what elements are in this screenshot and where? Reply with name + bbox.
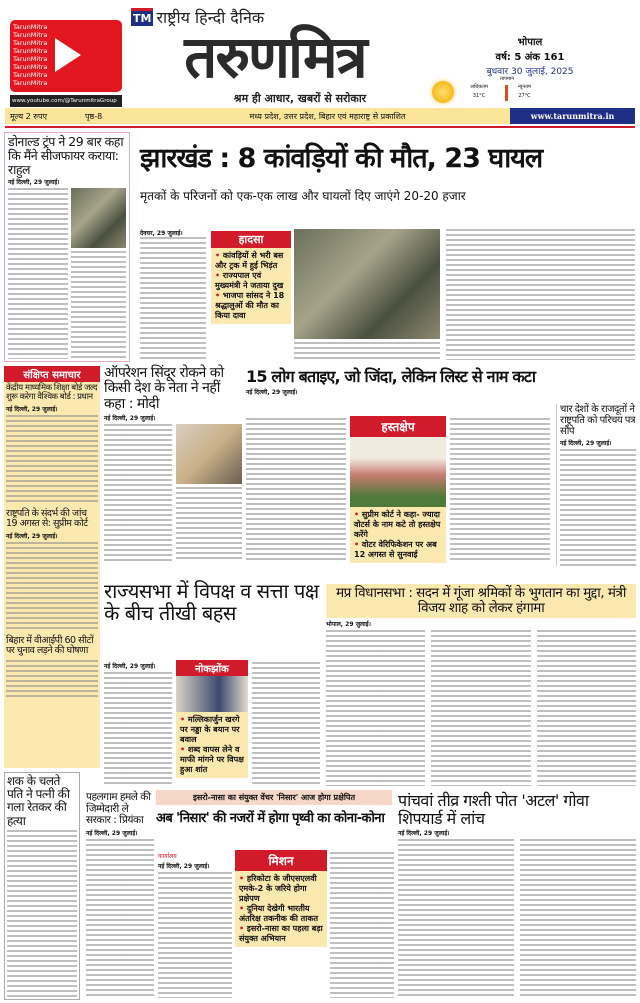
weather-widget: तापमान अधिकतम 31°C न्यूनतम 27°C xyxy=(430,76,630,106)
article-body-text xyxy=(446,229,635,360)
slogan: श्रम ही आधार, खबरों से सरोकार xyxy=(233,92,367,105)
nisar-left-column: कार्यालय नई दिल्ली, 29 जुलाई। xyxy=(158,852,232,998)
lead-factbox: हादसा • कांवड़ियों से भरी बस और ट्रक में हुई भिड़ंत • राज्यपाल एवं मुख्यमंत्री ने जताया दुख • भाजपा सांसद ने 18 श्रद्धालुओं की मौत का किया दावा xyxy=(211,231,291,324)
atal-headline: पांचवां तीव्र गश्ती पोत 'अटल' गोवा शिपयार्ड में लांच xyxy=(398,791,589,828)
article-body-text xyxy=(176,487,242,562)
article-body-text xyxy=(294,342,440,360)
brief-news: संक्षिप्त समाचार केंद्रीय माध्यमिक शिक्षा बोर्ड जल्द शुरू करेगा वैश्विक बोर्ड : प्रधान नई दिल्ली, 29 जुलाई। राष्ट्रपति के संदर्भ की जांच 19 अगस्त से: सुप्रीम कोर्ट नई दिल्ली, 29 जुलाई। बिहार में वीआईपी 60 सीटों पर चुनाव लड़ने की घोषणा xyxy=(4,366,100,768)
modi-photo xyxy=(176,424,242,484)
pahalgam-headline: पहलगाम हमले की जिम्मेदारी ले सरकार : प्रियंका xyxy=(86,791,151,827)
story-pahalgam: पहलगाम हमले की जिम्मेदारी ले सरकार : प्रियंका नई दिल्ली, 29 जुलाई। xyxy=(86,792,154,998)
article-body-text xyxy=(104,424,172,562)
lead-subhead: मृतकों के परिजनों को एक-एक लाख और घायलों दिए जाएंगे 20-20 हजार xyxy=(140,189,466,203)
logo-mark: TM xyxy=(131,8,153,26)
nisar-headline: अब 'निसार' की नजरों में होगा पृथ्वी का कोना-कोना xyxy=(156,811,385,826)
article-body-text xyxy=(6,660,98,700)
article-body-text xyxy=(537,630,636,786)
rajyasabha-headline: राज्यसभा में विपक्ष व सत्ता पक्ष के बीच तीखी बहस xyxy=(104,579,319,626)
masthead-tagline: TM राष्ट्रीय हिन्दी दैनिक xyxy=(133,8,265,27)
voters-headline: 15 लोग बताइए, जो जिंदा, लेकिन लिस्ट से नाम कटा xyxy=(246,367,536,386)
article-body-text xyxy=(398,839,514,998)
youtube-tile[interactable]: TarunMitra TarunMitra TarunMitra TarunMitra TarunMitra TarunMitra TarunMitra TarunMitra xyxy=(10,20,122,92)
divider xyxy=(5,126,635,128)
story-atal: पांचवां तीव्र गश्ती पोत 'अटल' गोवा शिपयार्ड में लांच नई दिल्ली, 29 जुलाई। xyxy=(398,792,636,998)
mp-headline: मप्र विधानसभा : सदन में गूंजा श्रमिकों के भुगतान का मुद्दा, मंत्री विजय शाह को लेकर हंगामा xyxy=(326,584,636,618)
article-body-text xyxy=(326,630,425,786)
story-envoys: चार देशों के राजदूतों ने राष्ट्रपति को परिचय पत्र सौंपे नई दिल्ली, 29 जुलाई। xyxy=(556,404,636,566)
article-body-text xyxy=(450,418,550,563)
article-body-text xyxy=(104,672,172,786)
youtube-promo[interactable] xyxy=(10,20,122,108)
nisar-strap: इसरो-नासा का संयुक्त वेंचर 'निसार' आज होगा प्रक्षेपित xyxy=(156,790,392,805)
rajyasabha-left-column: नई दिल्ली, 29 जुलाई। xyxy=(104,662,172,786)
rajyasabha-factbox: नोकझोंक • मल्लिकार्जुन खरगे पर नड्डा के बयान पर बवाल • शब्द वापस लेने व माफी मांगने पर विपक्ष हुआ शांत xyxy=(176,660,248,778)
edition-info: भोपाल वर्ष: 5 अंक 161 बुधवार 30 जुलाई, 2025 xyxy=(486,37,574,77)
nisar-factbox: मिशन • हरिकोटा के जीएसएलवी एमके-2 के जरिये होगा प्रक्षेपण • दुनिया देखेगी भारतीय अंतरिक्ष तकनीक की ताकत • इसरो-नासा का पहला बड़ा संयुक्त अभियान xyxy=(235,850,327,947)
story-mp: मप्र विधानसभा : सदन में गूंजा श्रमिकों के भुगतान का मुद्दा, मंत्री विजय शाह को लेकर हंगामा भोपाल, 29 जुलाई। xyxy=(326,584,636,786)
article-body-text xyxy=(520,839,636,998)
story-husband: शक के चलते पति ने पत्नी की गला रेतकर की हत्या xyxy=(4,772,80,1000)
article-body-text xyxy=(140,237,206,360)
story-trump: डोनाल्ड ट्रंप ने 29 बार कहा कि मैंने सीजफायर कराया: राहुल नई दिल्ली, 29 जुलाई। xyxy=(4,132,130,362)
accident-photo xyxy=(294,229,440,339)
article-body-text xyxy=(330,852,394,998)
voters-factbox: हस्तक्षेप • सुप्रीम कोर्ट ने कहा- ज्यादा वोटर्स के नाम कटे तो हस्तक्षेप करेंगे • वोटर वेरिफिकेशन पर अब 12 अगस्त से सुनवाई xyxy=(350,416,446,563)
headline: डोनाल्ड ट्रंप ने 29 बार कहा कि मैंने सीजफायर कराया: राहुल xyxy=(8,134,124,177)
story-modi: ऑपरेशन सिंदूर रोकने को किसी देश के नेता ने नहीं कहा : मोदी नई दिल्ली, 29 जुलाई। xyxy=(104,366,242,562)
newspaper-title: तरुणमित्र xyxy=(184,23,366,91)
article-body-text xyxy=(252,662,320,785)
supreme-court-photo xyxy=(350,437,446,507)
article-body-text xyxy=(6,542,98,632)
rahul-photo xyxy=(71,188,126,248)
article-body-text xyxy=(560,449,636,566)
thermometer-icon xyxy=(505,85,508,101)
article-body-text xyxy=(86,839,154,998)
article-body-text xyxy=(431,630,530,786)
article-body-text xyxy=(158,872,232,998)
info-bar: मूल्य 2 रुपए पृष्ठ-8 मध्य प्रदेश, उत्तर प्रदेश, बिहार एवं महाराष्ट्र से प्रकाशित www.tarunmitra.in xyxy=(5,108,635,124)
parliament-photo xyxy=(176,676,248,712)
website-link[interactable]: www.tarunmitra.in xyxy=(510,108,635,124)
story-voters: 15 लोग बताइए, जो जिंदा, लेकिन लिस्ट से नाम कटा नई दिल्ली, 29 जुलाई। xyxy=(246,368,550,396)
article-body-text xyxy=(246,418,346,563)
article-body-text xyxy=(6,415,98,505)
lead-headline: झारखंड : 8 कांवड़ियों की मौत, 23 घायल xyxy=(140,143,543,174)
modi-headline: ऑपरेशन सिंदूर रोकने को किसी देश के नेता ने नहीं कहा : मोदी xyxy=(104,365,224,412)
article-body-text xyxy=(8,188,68,359)
play-icon xyxy=(55,38,81,72)
sun-icon xyxy=(432,81,454,103)
youtube-url[interactable]: www.youtube.com/@TarunmitraGroup xyxy=(10,95,122,107)
article-body-text xyxy=(7,830,77,997)
article-body-text xyxy=(71,251,126,359)
